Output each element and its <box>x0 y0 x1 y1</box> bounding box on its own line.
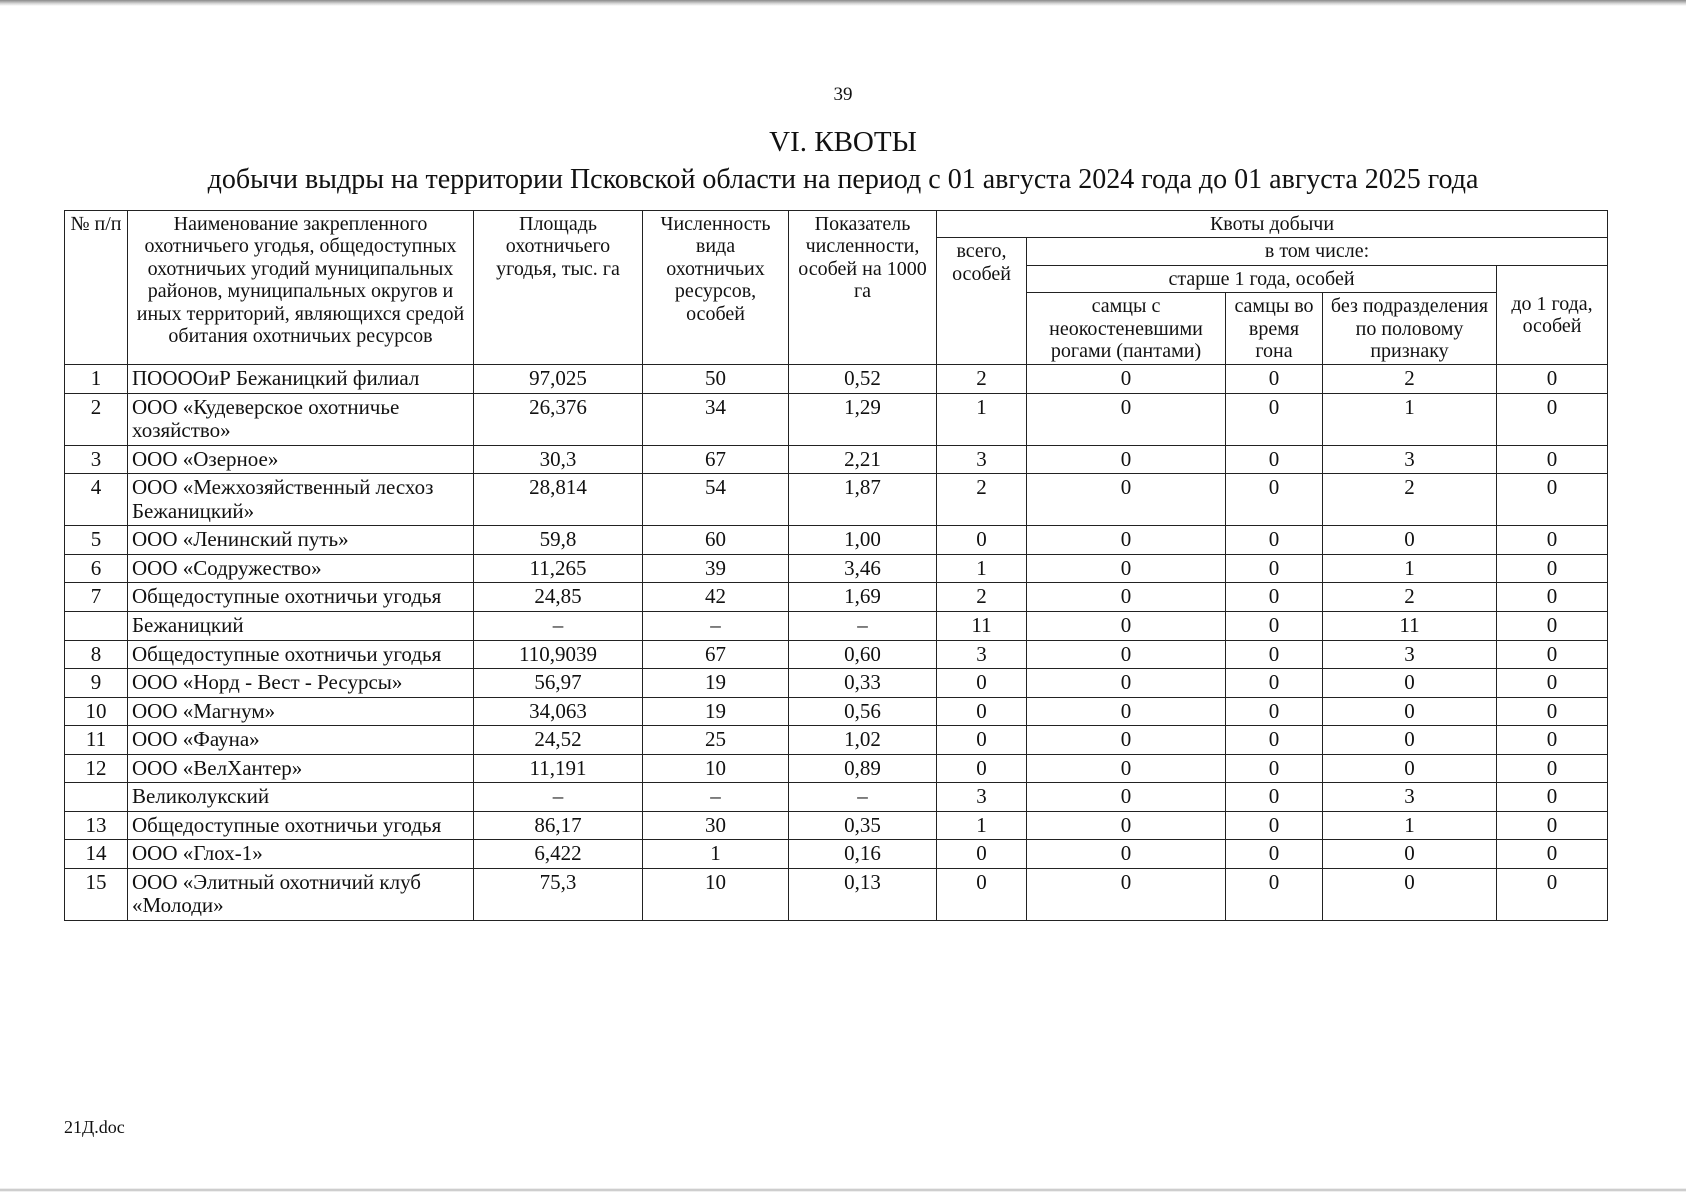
table-cell: 10 <box>65 697 128 726</box>
table-cell: 0 <box>1027 445 1226 474</box>
table-cell: 25 <box>643 726 789 755</box>
table-cell: 12 <box>65 754 128 783</box>
table-row <box>65 726 1608 755</box>
table-cell: 67 <box>643 445 789 474</box>
table-cell: 0 <box>1497 726 1608 755</box>
table-cell: 0 <box>1497 697 1608 726</box>
table-cell: 24,52 <box>474 726 643 755</box>
table-cell: – <box>474 611 643 640</box>
table-cell-name: Общедоступные охотничьи угодья <box>128 583 474 612</box>
table-cell: 0 <box>1027 554 1226 583</box>
header-name: Наименование закрепленного охотничьего угодья, общедоступных охотничьих угодий муниципальных районов, муниципальных округов и иных территорий, являющихся средой обитания охотничьих ресурсов <box>128 211 474 365</box>
table-cell-name: Общедоступные охотничьи угодья <box>128 811 474 840</box>
table-cell: 10 <box>643 754 789 783</box>
table-row <box>65 669 1608 698</box>
table-cell: 0 <box>1497 783 1608 812</box>
table-cell: 0 <box>1323 868 1497 920</box>
table-row <box>65 445 1608 474</box>
header-including: в том числе: <box>1027 238 1608 265</box>
table-cell: 1 <box>1323 811 1497 840</box>
table-cell: 0 <box>1226 445 1323 474</box>
table-cell: 0 <box>1027 365 1226 394</box>
table-cell: 0 <box>1497 526 1608 555</box>
table-cell-name: ООО «Ленинский путь» <box>128 526 474 555</box>
table-row <box>65 868 1608 920</box>
table-cell: 0,52 <box>789 365 937 394</box>
table-row <box>65 640 1608 669</box>
table-cell: 5 <box>65 526 128 555</box>
table-cell: 50 <box>643 365 789 394</box>
table-cell: 1,02 <box>789 726 937 755</box>
table-cell-name: ООО «Магнум» <box>128 697 474 726</box>
header-area: Площадь охотничьего угодья, тыс. га <box>474 211 643 365</box>
table-cell-name: ООО «Глох-1» <box>128 840 474 869</box>
table-cell: 0 <box>1226 640 1323 669</box>
table-cell: 11 <box>1323 611 1497 640</box>
table-cell: 42 <box>643 583 789 612</box>
table-cell: 0 <box>1226 726 1323 755</box>
table-cell: 0 <box>1226 840 1323 869</box>
table-cell: 67 <box>643 640 789 669</box>
table-cell: 56,97 <box>474 669 643 698</box>
table-cell-name: ООО «ВелХантер» <box>128 754 474 783</box>
table-cell: 39 <box>643 554 789 583</box>
document-subtitle: добычи выдры на территории Псковской области на период с 01 августа 2024 года до 01 августа 2025 года <box>207 164 1479 195</box>
table-cell: 0 <box>1027 611 1226 640</box>
table-cell: 0 <box>1323 840 1497 869</box>
table-cell: 0 <box>1497 365 1608 394</box>
table-cell: 0 <box>1226 754 1323 783</box>
table-cell: 0 <box>1226 868 1323 920</box>
table-cell: 0 <box>1497 840 1608 869</box>
table-cell: 0,60 <box>789 640 937 669</box>
table-cell: 0 <box>1226 474 1323 526</box>
table-cell: 0 <box>937 754 1027 783</box>
table-cell: 0,33 <box>789 669 937 698</box>
table-cell: 0 <box>1027 754 1226 783</box>
table-cell-name: ООО «Содружество» <box>128 554 474 583</box>
table-cell: 0 <box>937 840 1027 869</box>
scan-edge-bottom <box>0 1188 1686 1192</box>
table-cell: 0 <box>1226 811 1323 840</box>
table-cell: 1,29 <box>789 393 937 445</box>
table-cell: – <box>789 611 937 640</box>
table-cell: 0 <box>937 868 1027 920</box>
table-row <box>65 611 1608 640</box>
table-cell: 0 <box>1027 640 1226 669</box>
table-cell: 2 <box>1323 583 1497 612</box>
table-cell: 75,3 <box>474 868 643 920</box>
table-cell: 59,8 <box>474 526 643 555</box>
table-cell-name: Бежаницкий <box>128 611 474 640</box>
table-cell: 6 <box>65 554 128 583</box>
table-cell: 1 <box>1323 554 1497 583</box>
header-younger: до 1 года, особей <box>1497 265 1608 365</box>
table-cell: 0 <box>1497 811 1608 840</box>
table-cell: 15 <box>65 868 128 920</box>
table-cell: 86,17 <box>474 811 643 840</box>
table-cell: 54 <box>643 474 789 526</box>
table-cell: – <box>789 783 937 812</box>
table-cell: 2 <box>937 583 1027 612</box>
table-cell: 0 <box>1497 445 1608 474</box>
table-cell-name: ПООООиР Бежаницкий филиал <box>128 365 474 394</box>
table-cell: 2 <box>1323 365 1497 394</box>
table-header <box>65 211 1608 365</box>
table-cell: 0 <box>1323 726 1497 755</box>
table-cell: 0 <box>1226 583 1323 612</box>
table-cell: 2 <box>937 365 1027 394</box>
table-cell: 0 <box>1027 474 1226 526</box>
table-cell: 3 <box>937 445 1027 474</box>
table-cell: 0 <box>1027 726 1226 755</box>
table-cell: 1,87 <box>789 474 937 526</box>
table-cell: 0 <box>1497 583 1608 612</box>
table-cell: 9 <box>65 669 128 698</box>
table-cell: 0,35 <box>789 811 937 840</box>
table-cell: 0 <box>1497 554 1608 583</box>
table-row <box>65 783 1608 812</box>
header-density: Показатель численности, особей на 1000 га <box>789 211 937 365</box>
table-cell: 3 <box>937 783 1027 812</box>
header-no-sex: без подразделения по половому признаку <box>1323 293 1497 365</box>
header-num: № п/п <box>65 211 128 365</box>
header-males-antlers: самцы с неокостеневшими рогами (пантами) <box>1027 293 1226 365</box>
table-cell-name: ООО «Межхозяйственный лесхоз Бежаницкий» <box>128 474 474 526</box>
table-cell: 34 <box>643 393 789 445</box>
table-cell: 30 <box>643 811 789 840</box>
table-cell: 3 <box>937 640 1027 669</box>
table-cell: 0 <box>1027 697 1226 726</box>
table-cell: 2 <box>65 393 128 445</box>
footer-filename: 21Д.doc <box>64 1117 125 1137</box>
table-cell: 0,89 <box>789 754 937 783</box>
table-cell: 30,3 <box>474 445 643 474</box>
table-cell: 0 <box>1497 474 1608 526</box>
header-total: всего, особей <box>937 238 1027 365</box>
table-cell: 0 <box>1226 697 1323 726</box>
table-cell: 26,376 <box>474 393 643 445</box>
table-cell: 0 <box>1323 754 1497 783</box>
table-cell: 0 <box>1027 526 1226 555</box>
table-cell-name: Великолукский <box>128 783 474 812</box>
table-cell-name: ООО «Кудеверское охотничье хозяйство» <box>128 393 474 445</box>
table-cell <box>65 783 128 812</box>
table-row <box>65 583 1608 612</box>
table-cell: 0 <box>937 669 1027 698</box>
table-row <box>65 526 1608 555</box>
table-cell: 0 <box>937 697 1027 726</box>
table-cell: 60 <box>643 526 789 555</box>
table-cell-name: Общедоступные охотничьи угодья <box>128 640 474 669</box>
header-older: старше 1 года, особей <box>1027 265 1497 292</box>
table-cell: 10 <box>643 868 789 920</box>
table-row <box>65 474 1608 526</box>
table-cell: 0 <box>1027 393 1226 445</box>
header-males-rut: самцы во время гона <box>1226 293 1323 365</box>
table-cell: 0,56 <box>789 697 937 726</box>
table-cell: 13 <box>65 811 128 840</box>
table-cell: – <box>474 783 643 812</box>
table-cell: 0 <box>937 526 1027 555</box>
table-cell <box>65 611 128 640</box>
table-cell: 0 <box>1027 583 1226 612</box>
table-cell: 1 <box>937 554 1027 583</box>
table-cell: 11,265 <box>474 554 643 583</box>
table-cell: 110,9039 <box>474 640 643 669</box>
table-row <box>65 365 1608 394</box>
table-body <box>65 365 1608 920</box>
table-cell: 11 <box>65 726 128 755</box>
table-cell: 0 <box>1226 611 1323 640</box>
table-cell: 0 <box>1497 640 1608 669</box>
table-cell: 0 <box>1497 669 1608 698</box>
table-cell: 0 <box>1323 669 1497 698</box>
table-cell: 6,422 <box>474 840 643 869</box>
table-cell: 3 <box>1323 445 1497 474</box>
table-cell: 19 <box>643 697 789 726</box>
page-number: 39 <box>833 84 853 105</box>
table-cell: 28,814 <box>474 474 643 526</box>
table-cell-name: ООО «Озерное» <box>128 445 474 474</box>
table-cell: 0 <box>1323 697 1497 726</box>
table-cell: 0 <box>1226 554 1323 583</box>
table-cell-name: ООО «Элитный охотничий клуб «Молоди» <box>128 868 474 920</box>
table-cell: 3 <box>1323 640 1497 669</box>
table-cell: 0 <box>1027 868 1226 920</box>
table-cell: 14 <box>65 840 128 869</box>
table-row <box>65 811 1608 840</box>
table-cell: 3 <box>1323 783 1497 812</box>
table-cell: 3 <box>65 445 128 474</box>
table-cell: 0 <box>1226 783 1323 812</box>
table-cell: 34,063 <box>474 697 643 726</box>
table-cell: – <box>643 611 789 640</box>
table-cell: 1 <box>1323 393 1497 445</box>
table-row <box>65 840 1608 869</box>
table-cell: 0 <box>1226 393 1323 445</box>
table-cell: 0 <box>1323 526 1497 555</box>
table-cell: 2,21 <box>789 445 937 474</box>
quota-table <box>64 210 1608 921</box>
table-cell: 0 <box>1497 393 1608 445</box>
table-cell: 1 <box>937 393 1027 445</box>
table-cell: 0,13 <box>789 868 937 920</box>
table-cell: 11,191 <box>474 754 643 783</box>
table-row <box>65 554 1608 583</box>
table-cell: 2 <box>937 474 1027 526</box>
table-cell: 8 <box>65 640 128 669</box>
table-cell-name: ООО «Норд - Вест - Ресурсы» <box>128 669 474 698</box>
table-cell: 7 <box>65 583 128 612</box>
document-title: VI. КВОТЫ <box>769 126 917 158</box>
header-population: Численность вида охотничьих ресурсов, особей <box>643 211 789 365</box>
table-cell: 0,16 <box>789 840 937 869</box>
table-cell: 0 <box>1497 868 1608 920</box>
table-cell: 19 <box>643 669 789 698</box>
table-cell: 0 <box>1027 783 1226 812</box>
table-cell: 0 <box>937 726 1027 755</box>
table-row <box>65 697 1608 726</box>
table-cell: 0 <box>1027 840 1226 869</box>
table-cell: 97,025 <box>474 365 643 394</box>
header-quota-group: Квоты добычи <box>937 211 1608 238</box>
table-cell: 2 <box>1323 474 1497 526</box>
table-cell: 11 <box>937 611 1027 640</box>
table-cell: 0 <box>1497 754 1608 783</box>
table-cell: – <box>643 783 789 812</box>
table-cell: 1 <box>643 840 789 869</box>
table-cell: 0 <box>1497 611 1608 640</box>
table-cell: 0 <box>1027 669 1226 698</box>
table-cell: 1 <box>65 365 128 394</box>
table-cell: 1,69 <box>789 583 937 612</box>
table-cell: 0 <box>1226 669 1323 698</box>
table-row <box>65 393 1608 445</box>
table-cell: 0 <box>1027 811 1226 840</box>
table-cell: 3,46 <box>789 554 937 583</box>
table-cell: 1 <box>937 811 1027 840</box>
table-cell: 4 <box>65 474 128 526</box>
table-cell-name: ООО «Фауна» <box>128 726 474 755</box>
table-cell: 1,00 <box>789 526 937 555</box>
table-cell: 0 <box>1226 365 1323 394</box>
table-row <box>65 754 1608 783</box>
scan-edge-top <box>0 0 1686 6</box>
table-cell: 0 <box>1226 526 1323 555</box>
table-cell: 24,85 <box>474 583 643 612</box>
